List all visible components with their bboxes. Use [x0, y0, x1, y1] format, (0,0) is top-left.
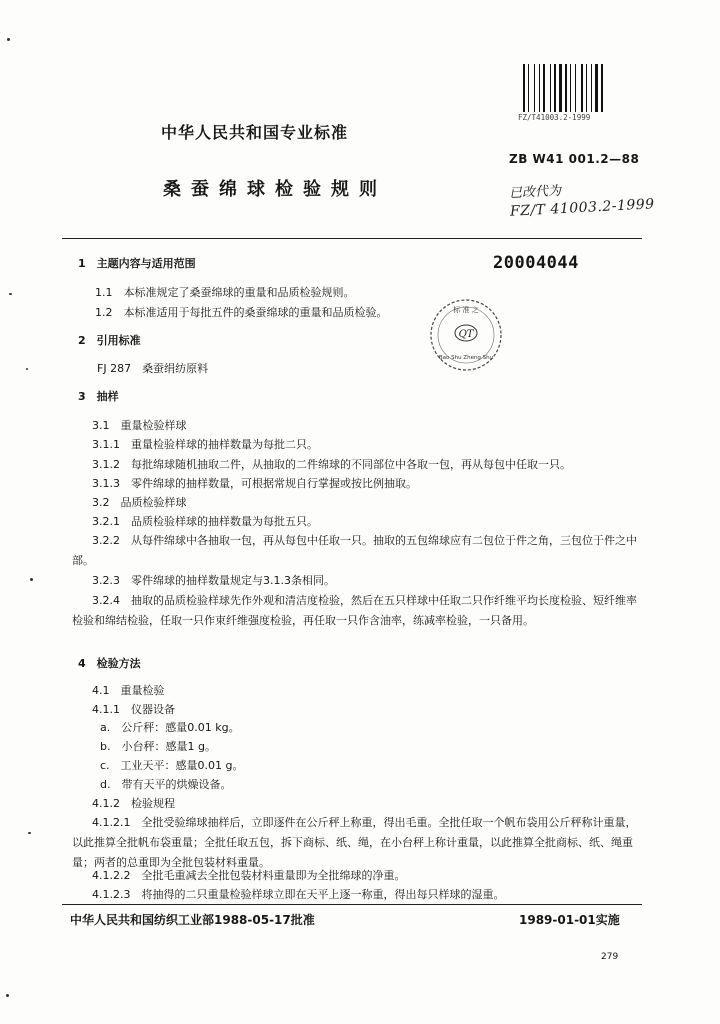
clause-3-1-1: 3.1.1 重量检验样球的抽样数量为每批二只。	[92, 438, 318, 451]
handwritten-replacement-code: FZ/T 41003.2-1999	[509, 196, 656, 220]
footer-divider	[62, 904, 642, 905]
barcode-number: FZ/T41003.2-1999	[518, 113, 591, 122]
barcode-bar	[543, 64, 545, 112]
clause-4-1-2-1: 4.1.2.1 全批受验绵球抽样后，立即逐件在公斤秤上称重，得出毛重。全批任取一个帆布袋用公斤秤称计重量，以此推算全批帆布袋重量；全批任取五包，拆下商标、纸、绳，在小台秤上称计重量，以此推算全批商标、纸、绳重量；两者的总重即为全批包装材料重量。	[72, 816, 637, 869]
scan-speck	[28, 832, 31, 834]
barcode-bar	[550, 64, 551, 112]
standard-organization: 中华人民共和国专业标准	[161, 123, 349, 142]
barcode-bar	[523, 64, 525, 112]
clause-3-2: 3.2 品质检验样球	[92, 496, 187, 509]
scan-speck	[26, 368, 28, 370]
barcode-bar	[591, 64, 592, 112]
scan-speck	[9, 293, 12, 295]
archive-number: 20004044	[493, 253, 579, 273]
scan-speck	[6, 994, 9, 997]
barcode-bar	[601, 64, 603, 112]
equipment-b: b. 小台秤：感量1 g。	[100, 740, 216, 753]
clause-3-2-1: 3.2.1 品质检验样球的抽样数量为每批五只。	[92, 515, 318, 528]
section-4-title: 4 检验方法	[78, 657, 141, 670]
barcode-bar	[528, 64, 529, 112]
barcode-bar	[534, 64, 535, 112]
clause-3-1-3: 3.1.3 零件绵球的抽样数量，可根据常规自行掌握或按比例抽取。	[92, 477, 417, 490]
barcode-bar	[554, 64, 556, 112]
clause-4-1-2-2: 4.1.2.2 全批毛重减去全批包装材料重量即为全批绵球的净重。	[92, 869, 406, 882]
barcode-bar	[565, 64, 567, 112]
equipment-a: a. 公斤秤：感量0.01 kg。	[100, 721, 240, 734]
barcode-bar	[570, 64, 571, 112]
stamp-center-text: QT	[458, 329, 474, 340]
approval-line: 中华人民共和国纺织工业部1988-05-17批准	[70, 913, 315, 927]
scan-speck	[7, 38, 10, 41]
equipment-c: c. 工业天平：感量0.01 g。	[100, 759, 244, 772]
clause-4-1: 4.1 重量检验	[92, 684, 165, 697]
clause-1-1: 1.1 本标准规定了桑蚕绵球的重量和品质检验规则。	[95, 286, 355, 299]
section-3-title: 3 抽样	[78, 390, 119, 403]
clause-3-1-2: 3.1.2 每批绵球随机抽取二件，从抽取的二件绵球的不同部位中各取一包，再从每包中任取一只。	[92, 458, 571, 471]
barcode-bar	[586, 64, 587, 112]
section-1-title: 1 主题内容与适用范围	[78, 257, 196, 270]
barcode-bar	[581, 64, 583, 112]
handwritten-note: 已改代为	[508, 183, 562, 202]
clause-1-2: 1.2 本标准适用于每批五件的桑蚕绵球的重量和品质检验。	[95, 306, 388, 319]
barcode-bar	[595, 64, 598, 112]
section-2-title: 2 引用标准	[78, 334, 141, 347]
clause-3-2-2: 3.2.2 从每件绵球中各抽取一包，再从每包中任取一只。抽取的五包绵球应有二包位于件之角，三包位于件之中部。	[72, 534, 637, 567]
barcode-bar	[575, 64, 576, 112]
clause-4-1-2: 4.1.2 检验规程	[92, 797, 175, 810]
implementation-date: 1989-01-01实施	[519, 913, 620, 927]
stamp-top-text: 标 准 之	[453, 306, 479, 314]
standard-code: ZB W41 001.2—88	[509, 152, 640, 166]
stamp-bottom-text: Bao Shu Zheng Shu	[438, 355, 494, 361]
clause-4-1-2-3: 4.1.2.3 将抽得的二只重量检验样球立即在天平上逐一称重，得出每只样球的湿重。	[92, 888, 505, 901]
barcode-bar	[539, 64, 540, 112]
scan-speck	[30, 578, 33, 581]
document-title: 桑蚕绵球检验规则	[163, 179, 387, 200]
header-divider	[62, 238, 642, 239]
barcode-bar	[559, 64, 562, 112]
clause-3-1: 3.1 重量检验样球	[92, 419, 187, 432]
barcode	[522, 64, 614, 112]
circular-stamp	[428, 297, 504, 373]
clause-4-1-1: 4.1.1 仪器设备	[92, 703, 175, 716]
equipment-d: d. 带有天平的烘燥设备。	[100, 778, 232, 791]
reference-fj287: FJ 287 桑蚕绢纺原料	[97, 362, 209, 375]
page-number: 279	[601, 952, 619, 962]
clause-3-2-3: 3.2.3 零件绵球的抽样数量规定与3.1.3条相同。	[92, 574, 335, 587]
clause-3-2-4: 3.2.4 抽取的品质检验样球先作外观和清洁度检验，然后在五只样球中任取二只作纤维平均长度检验、短纤维率检验和绵结检验，任取一只作束纤维强度检验，再任取一只作含油率，练减率检验，一只备用。	[72, 594, 637, 627]
